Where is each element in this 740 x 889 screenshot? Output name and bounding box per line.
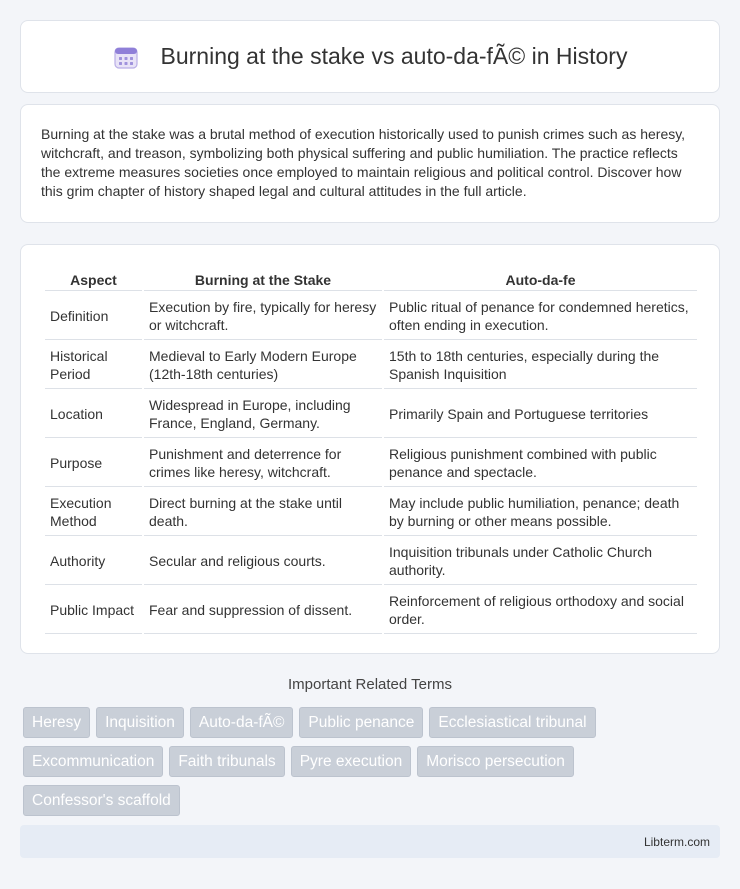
related-term-tag[interactable]: Heresy (23, 707, 90, 738)
calendar-icon (113, 44, 139, 70)
column-header-aspect: Aspect (45, 267, 142, 291)
table-cell: Reinforcement of religious orthodoxy and social order. (384, 587, 697, 634)
table-cell: Historical Period (45, 342, 142, 389)
table-cell: Medieval to Early Modern Europe (12th-18th centuries) (144, 342, 382, 389)
comparison-table (43, 265, 699, 636)
table-row (45, 587, 697, 634)
table-row (45, 391, 697, 438)
table-row (45, 538, 697, 585)
footer (20, 825, 720, 858)
table-cell: Execution Method (45, 489, 142, 536)
table-cell: Public ritual of penance for condemned heretics, often ending in execution. (384, 293, 697, 340)
intro-card (20, 104, 720, 223)
table-cell: Religious punishment combined with public penance and spectacle. (384, 440, 697, 487)
page-title: Burning at the stake vs auto-da-fÃ© in History (160, 43, 628, 69)
table-cell: May include public humiliation, penance; death by burning or other means possible. (384, 489, 697, 536)
related-term-tag[interactable]: Pyre execution (291, 746, 412, 777)
related-term-tag[interactable]: Public penance (299, 707, 423, 738)
table-cell: Punishment and deterrence for crimes like heresy, witchcraft. (144, 440, 382, 487)
table-cell: Widespread in Europe, including France, England, Germany. (144, 391, 382, 438)
related-term-tag[interactable]: Excommunication (23, 746, 163, 777)
column-header-auto-da-fe: Auto-da-fe (384, 267, 697, 291)
related-term-tag[interactable]: Morisco persecution (417, 746, 574, 777)
table-cell: Direct burning at the stake until death. (144, 489, 382, 536)
table-cell: Primarily Spain and Portuguese territories (384, 391, 697, 438)
table-header-row (45, 267, 697, 291)
title-card (20, 20, 720, 93)
table-cell: Inquisition tribunals under Catholic Church authority. (384, 538, 697, 585)
table-cell: Definition (45, 293, 142, 340)
table-cell: Location (45, 391, 142, 438)
table-row (45, 342, 697, 389)
table-cell: Purpose (45, 440, 142, 487)
related-term-tag[interactable]: Faith tribunals (169, 746, 284, 777)
related-term-tag[interactable]: Auto-da-fÃ© (190, 707, 294, 738)
intro-text: Burning at the stake was a brutal method of execution historically used to punish crimes such as heresy, witchcraft, and treason, symbolizing both physical suffering and public humiliation. The practice reflects the extreme measures societies once employed to maintain religious and political control. Discover how this grim chapter of history shaped legal and cultural attitudes in the full article. (41, 126, 686, 199)
table-row (45, 293, 697, 340)
comparison-card (20, 244, 720, 654)
table-row (45, 489, 697, 536)
related-terms-title: Important Related Terms (288, 676, 452, 693)
table-row (45, 440, 697, 487)
table-cell: Secular and religious courts. (144, 538, 382, 585)
table-cell: 15th to 18th centuries, especially during the Spanish Inquisition (384, 342, 697, 389)
related-terms-list (23, 707, 723, 816)
related-term-tag[interactable]: Inquisition (96, 707, 184, 738)
table-cell: Public Impact (45, 587, 142, 634)
table-cell: Execution by fire, typically for heresy or witchcraft. (144, 293, 382, 340)
column-header-burning: Burning at the Stake (144, 267, 382, 291)
related-term-tag[interactable]: Confessor's scaffold (23, 785, 180, 816)
related-term-tag[interactable]: Ecclesiastical tribunal (429, 707, 595, 738)
table-cell: Fear and suppression of dissent. (144, 587, 382, 634)
table-cell: Authority (45, 538, 142, 585)
footer-site-link[interactable]: Libterm.com (643, 834, 710, 849)
